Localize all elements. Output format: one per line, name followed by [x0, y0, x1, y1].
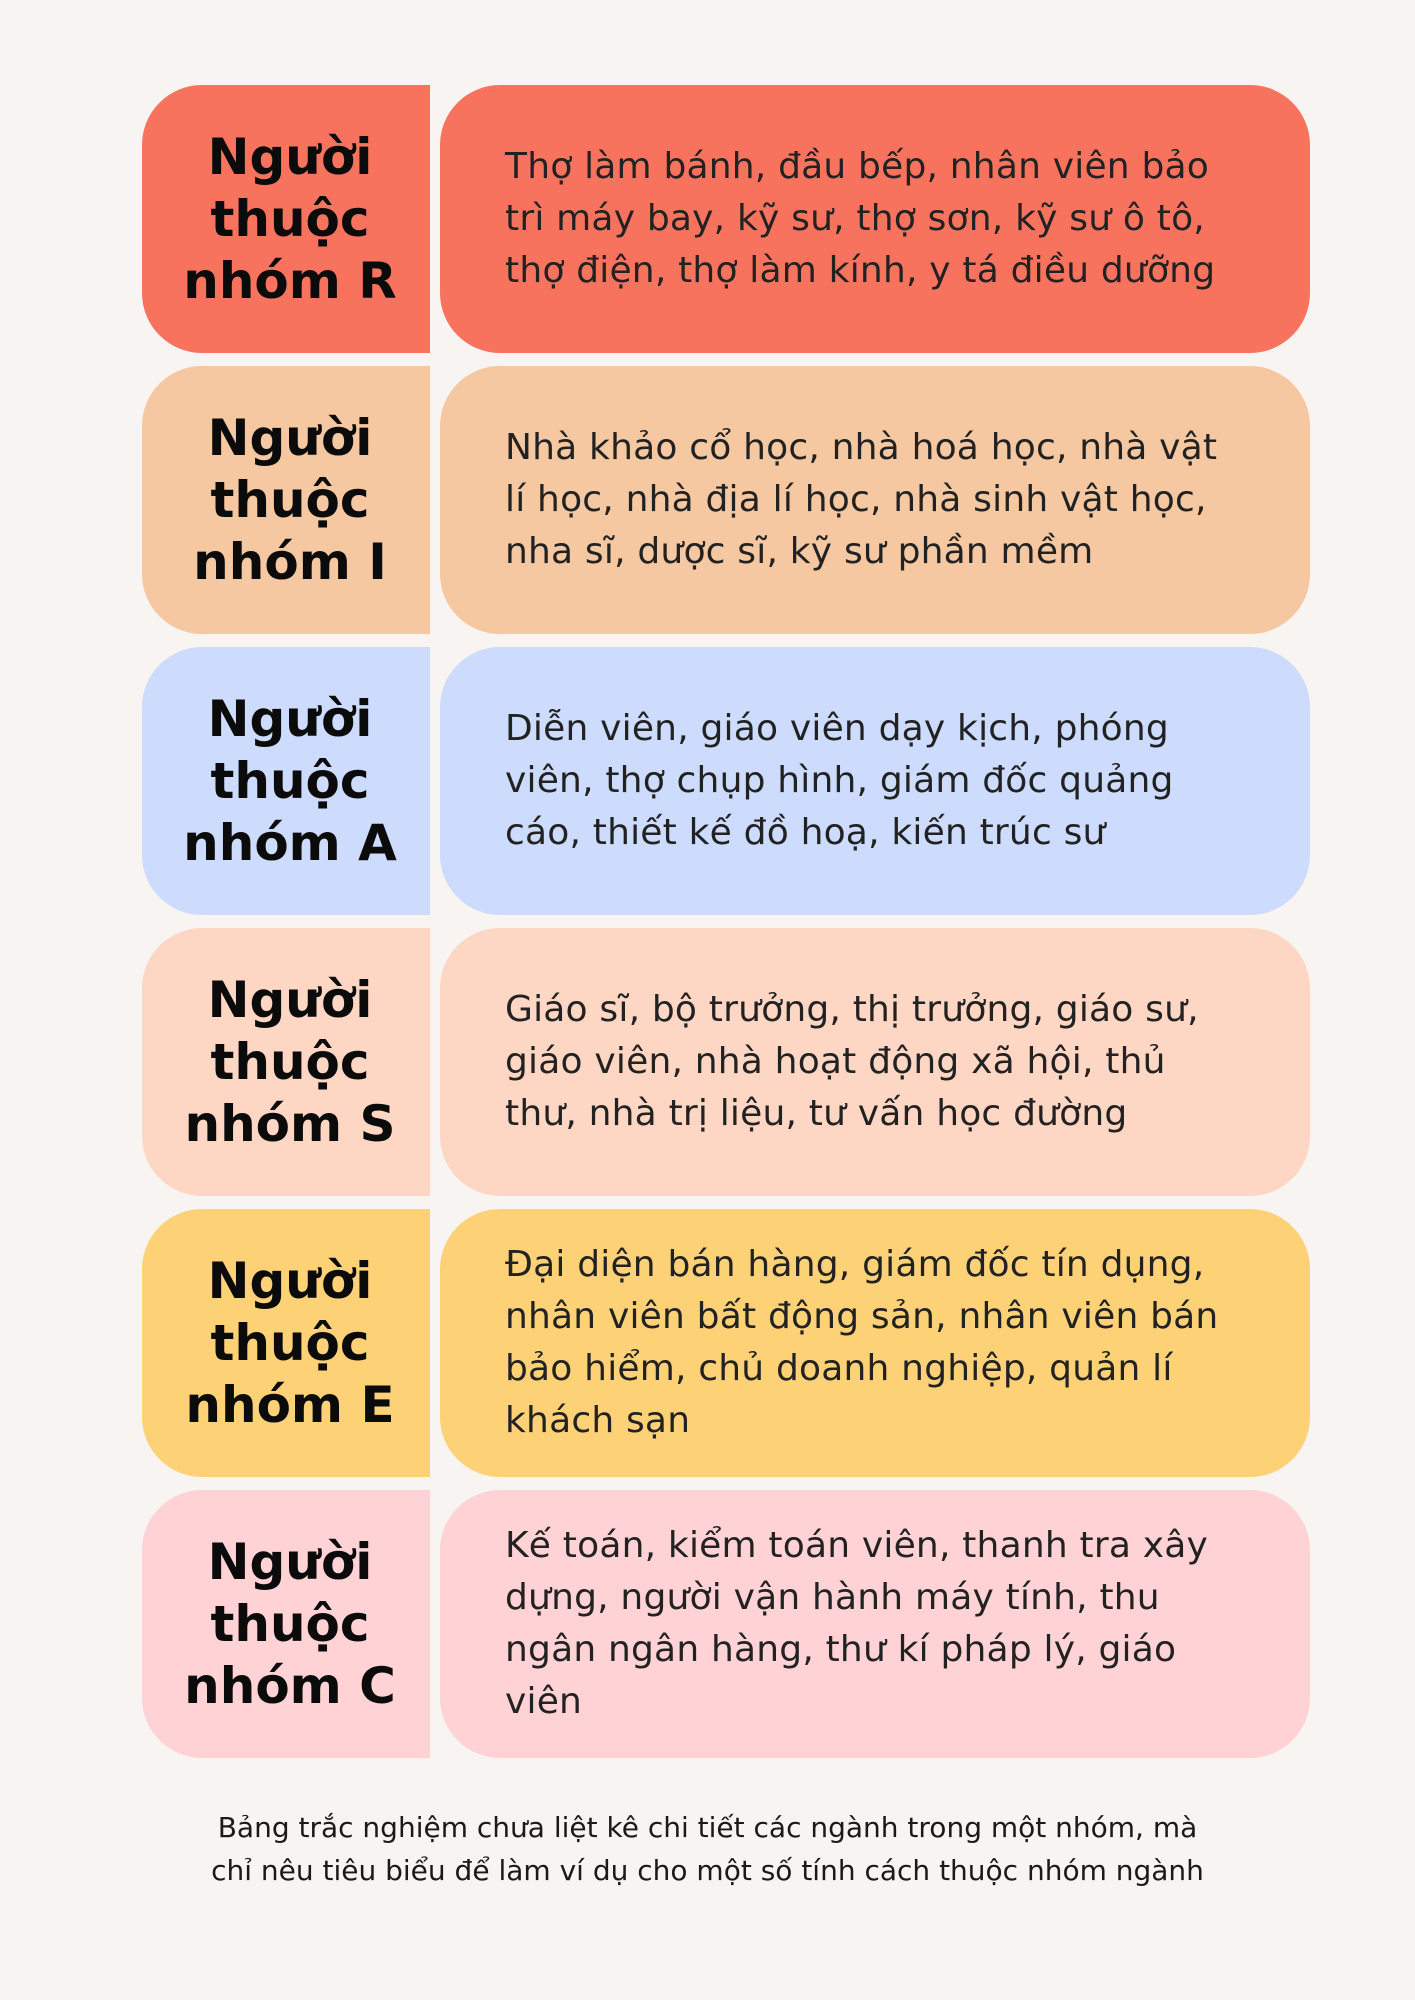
group-row-a — [142, 647, 1310, 915]
group-description-box — [440, 1490, 1310, 1758]
group-label: Người thuộc nhóm C — [184, 1533, 396, 1715]
group-description-box — [440, 647, 1310, 915]
group-label-box — [142, 1490, 430, 1758]
group-label-box — [142, 85, 430, 353]
group-row-s — [142, 928, 1310, 1196]
group-description-box — [440, 928, 1310, 1196]
group-label: Người thuộc nhóm R — [183, 128, 397, 310]
group-label: Người thuộc nhóm I — [193, 409, 387, 591]
group-label: Người thuộc nhóm S — [184, 971, 396, 1153]
group-row-e — [142, 1209, 1310, 1477]
group-description-box — [440, 1209, 1310, 1477]
group-row-c — [142, 1490, 1310, 1758]
group-description: Kế toán, kiểm toán viên, thanh tra xây dựng, người vận hành máy tính, thu ngân ngân hàng, thư kí pháp lý, giáo viên — [505, 1525, 1208, 1722]
group-description: Đại diện bán hàng, giám đốc tín dụng, nhân viên bất động sản, nhân viên bán bảo hiểm, chủ doanh nghiệp, quản lí khách sạn — [505, 1244, 1219, 1441]
group-description: Thợ làm bánh, đầu bếp, nhân viên bảo trì máy bay, kỹ sư, thợ sơn, kỹ sư ô tô, thợ điện, thợ làm kính, y tá điều dưỡng — [505, 146, 1216, 291]
group-description: Nhà khảo cổ học, nhà hoá học, nhà vật lí học, nhà địa lí học, nhà sinh vật học, nha sĩ, dược sĩ, kỹ sư phần mềm — [505, 427, 1218, 572]
group-label-box — [142, 1209, 430, 1477]
group-description-box — [440, 85, 1310, 353]
group-description-box — [440, 366, 1310, 634]
group-row-r — [142, 85, 1310, 353]
group-label-box — [142, 647, 430, 915]
group-description: Diễn viên, giáo viên dạy kịch, phóng viên, thợ chụp hình, giám đốc quảng cáo, thiết kế đồ hoạ, kiến trúc sư — [505, 708, 1174, 853]
footnote: Bảng trắc nghiệm chưa liệt kê chi tiết các ngành trong một nhóm, mà chỉ nêu tiêu biểu để làm ví dụ cho một số tính cách thuộc nhóm ngành — [211, 1811, 1204, 1887]
career-groups-table — [142, 85, 1310, 1771]
group-label: Người thuộc nhóm E — [185, 1252, 395, 1434]
group-row-i — [142, 366, 1310, 634]
group-label-box — [142, 928, 430, 1196]
group-description: Giáo sĩ, bộ trưởng, thị trưởng, giáo sư, giáo viên, nhà hoạt động xã hội, thủ thư, nhà trị liệu, tư vấn học đường — [505, 989, 1199, 1134]
group-label-box — [142, 366, 430, 634]
group-label: Người thuộc nhóm A — [183, 690, 397, 872]
